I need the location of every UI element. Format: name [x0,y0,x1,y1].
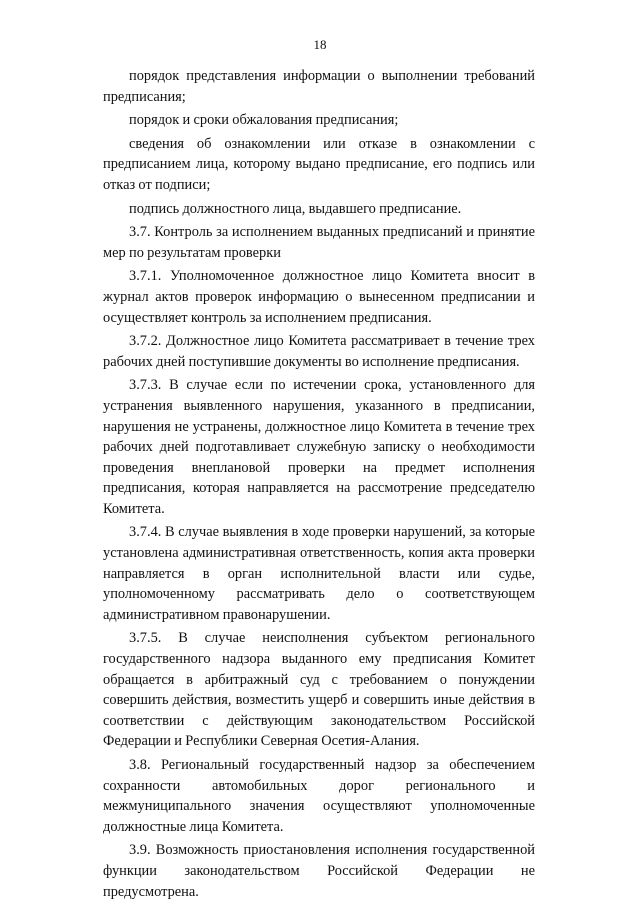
paragraph-3-7-1: 3.7.1. Уполномоченное должностное лицо Комитета вносит в журнал актов проверок информацию о вынесенном предписании и осуществляет контроль за исполнением предписания. [103,268,535,326]
paragraph-3-7-2: 3.7.2. Должностное лицо Комитета рассматривает в течение трех рабочих дней поступившие документы во исполнение предписания. [103,333,535,370]
paragraph-3-9: 3.9. Возможность приостановления исполнения государственной функции законодательством Российской Федерации не предусмотрена. [103,842,535,900]
paragraph-official-signature: подпись должностного лица, выдавшего предписание. [129,200,462,217]
page-number: 18 [313,37,327,52]
paragraph-requirements-info: порядок представления информации о выполнении требований предписания; [103,68,535,105]
paragraph-3-7-4: 3.7.4. В случае выявления в ходе проверки нарушений, за которые установлена административная ответственность, копия акта проверки направляется в орган исполнительной власти или судье, уполномоченному рассматривать дело о соответствующем административном правонарушении. [103,524,535,623]
paragraph-appeal-order: порядок и сроки обжалования предписания; [129,112,399,129]
paragraph-3-7: 3.7. Контроль за исполнением выданных предписаний и принятие мер по результатам проверки [103,224,535,261]
document-body [103,66,535,905]
paragraph-3-7-3: 3.7.3. В случае если по истечении срока, установленного для устранения выявленного нарушения, указанного в предписании, нарушения не устранены, должностное лицо Комитета в течение трех рабочих дней подготавливает служебную записку о необходимости проведения внеплановой проверки на предмет исполнения предписания, которая направляется на рассмотрение председателю Комитета. [103,377,535,517]
paragraph-3-8: 3.8. Региональный государственный надзор за обеспечением сохранности автомобильных дорог регионального и межмуниципального значения осуществляют уполномоченные должностные лица Комитета. [103,757,535,835]
paragraph-acquaintance-info: сведения об ознакомлении или отказе в ознакомлении с предписанием лица, которому выдано предписание, его подпись или отказ от подписи; [103,135,535,193]
paragraph-3-7-5: 3.7.5. В случае неисполнения субъектом регионального государственного надзора выданного ему предписания Комитет обращается в арбитражный суд с требованием о понуждении совершить действия, возместить ущерб и совершить иные действия в соответствии с действующим законодательством Российской Федерации и Республики Северная Осетия-Алания. [103,630,535,750]
